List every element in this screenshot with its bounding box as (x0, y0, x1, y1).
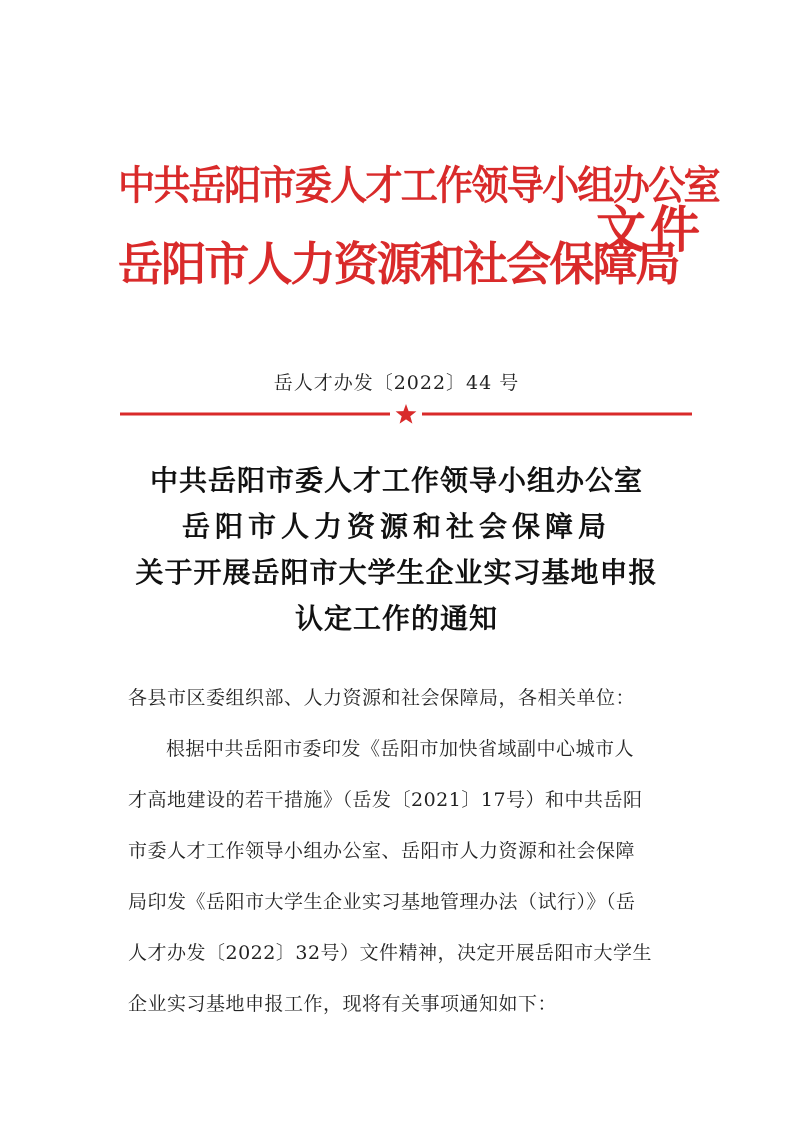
notice-body (128, 684, 688, 1018)
red-separator-rule (120, 402, 692, 426)
paragraph-line: 才高地建设的若干措施》（岳发〔2021〕17号）和中共岳阳 (128, 789, 643, 811)
paragraph-line: 人才办发〔2022〕32号）文件精神，决定开展岳阳市大学生 (128, 942, 653, 964)
title-line-3: 关于开展岳阳市大学生企业实习基地申报 (135, 556, 658, 589)
paragraph-line: 市委人才工作领导小组办公室、岳阳市人力资源和社会保障 (128, 840, 636, 862)
issuer-name-1: 中共岳阳市委人才工作领导小组办公室 (118, 162, 719, 209)
file-label: 文件 (596, 200, 704, 259)
paragraph-line: 根据中共岳阳市委印发《岳阳市加快省域副中心城市人 (166, 738, 635, 760)
paragraph-line: 企业实习基地申报工作，现将有关事项通知如下： (128, 993, 558, 1015)
star-icon (396, 404, 417, 424)
title-line-1: 中共岳阳市委人才工作领导小组办公室 (149, 464, 643, 497)
document-number: 岳人才办发〔2022〕44 号 (273, 372, 520, 394)
paragraph-line: 局印发《岳阳市大学生企业实习基地管理办法（试行）》（岳 (128, 891, 636, 913)
issuer-name-2: 岳阳市人力资源和社会保障局 (118, 237, 679, 291)
title-line-2: 岳阳市人力资源和社会保障局 (181, 510, 611, 543)
document-header (118, 140, 719, 300)
notice-title (0, 458, 793, 642)
salutation: 各县市区委组织部、人力资源和社会保障局，各相关单位： (128, 687, 636, 709)
title-line-4: 认定工作的通知 (294, 602, 498, 635)
